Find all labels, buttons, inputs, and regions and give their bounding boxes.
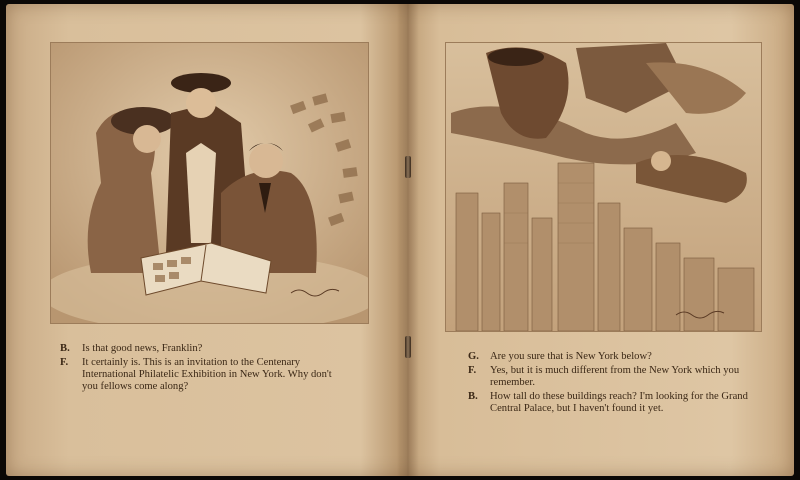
speaker-label: B. <box>60 343 70 354</box>
left-illustration-drawing <box>51 43 368 323</box>
dialogue-text: Is that good news, Franklin? <box>82 343 203 354</box>
speaker-label: B. <box>468 391 478 402</box>
speaker-label: F. <box>468 365 477 376</box>
speaker-label: F. <box>60 357 69 368</box>
dialogue-line <box>60 357 350 393</box>
speaker-label: G. <box>468 351 479 362</box>
staple-bottom <box>405 336 411 358</box>
dialogue-text: Are you sure that is New York below? <box>490 351 652 362</box>
dialogue-text: Yes, but it is much different from the New York which you remember. <box>490 365 740 388</box>
staple-top <box>405 156 411 178</box>
dialogue-line <box>468 365 760 389</box>
dialogue-line <box>60 343 350 355</box>
right-caption <box>468 351 760 417</box>
left-illustration <box>50 42 369 324</box>
center-gutter <box>397 4 419 476</box>
booklet-spread <box>6 4 794 476</box>
right-illustration-drawing <box>446 43 761 331</box>
left-caption <box>60 343 350 395</box>
dialogue-line <box>468 351 760 363</box>
right-illustration <box>445 42 762 332</box>
dialogue-line <box>468 391 760 415</box>
dialogue-text: How tall do these buildings reach? I'm looking for the Grand Central Palace, but I haven't found it yet. <box>490 391 748 414</box>
dialogue-text: It certainly is. This is an invitation to the Centenary International Philatelic Exhibition in New York. Why don't you fellows come along? <box>82 357 332 392</box>
